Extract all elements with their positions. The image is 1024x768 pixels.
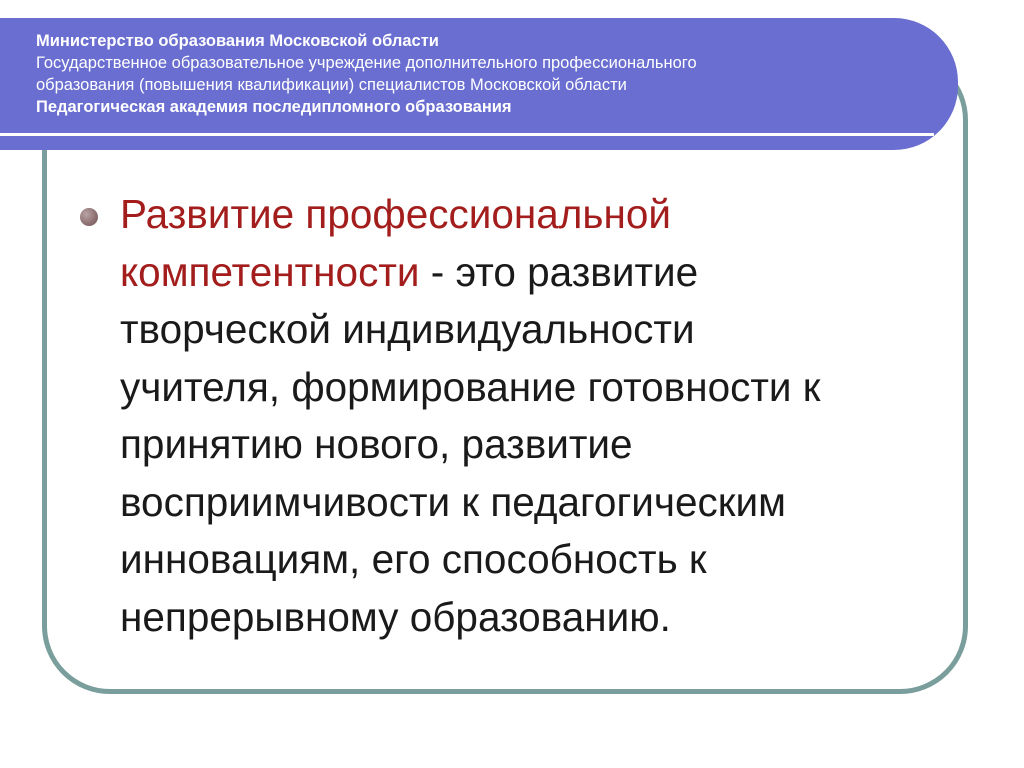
bullet-icon [80, 208, 98, 226]
bullet-text [120, 186, 940, 646]
header-underline [0, 133, 934, 136]
bullet-line7: инновациям, его способность к [120, 536, 707, 582]
bullet-term-line1: Развитие профессиональной [120, 191, 672, 237]
header-academy: Педагогическая академия последипломного образования [36, 98, 512, 116]
bullet-line5: принятию нового, развитие [120, 421, 633, 467]
bullet-line2 [120, 244, 940, 302]
header [36, 30, 916, 118]
bullet-line4: учителя, формирование готовности к [120, 363, 821, 410]
header-institution-line1: Государственное образовательное учреждение дополнительного профессионального [36, 54, 697, 72]
bullet-line3: творческой индивидуальности [120, 306, 695, 352]
bullet-line8: непрерывному образованию. [120, 593, 671, 640]
bullet-term-line2: компетентности [120, 248, 420, 295]
header-institution-line2: образования (повышения квалификации) специалистов Московской области [36, 76, 627, 94]
header-ministry: Министерство образования Московской области [36, 32, 439, 50]
bullet-definition-start: - это развитие [419, 248, 699, 295]
bullet-line6: восприимчивости к педагогическим [120, 478, 786, 525]
